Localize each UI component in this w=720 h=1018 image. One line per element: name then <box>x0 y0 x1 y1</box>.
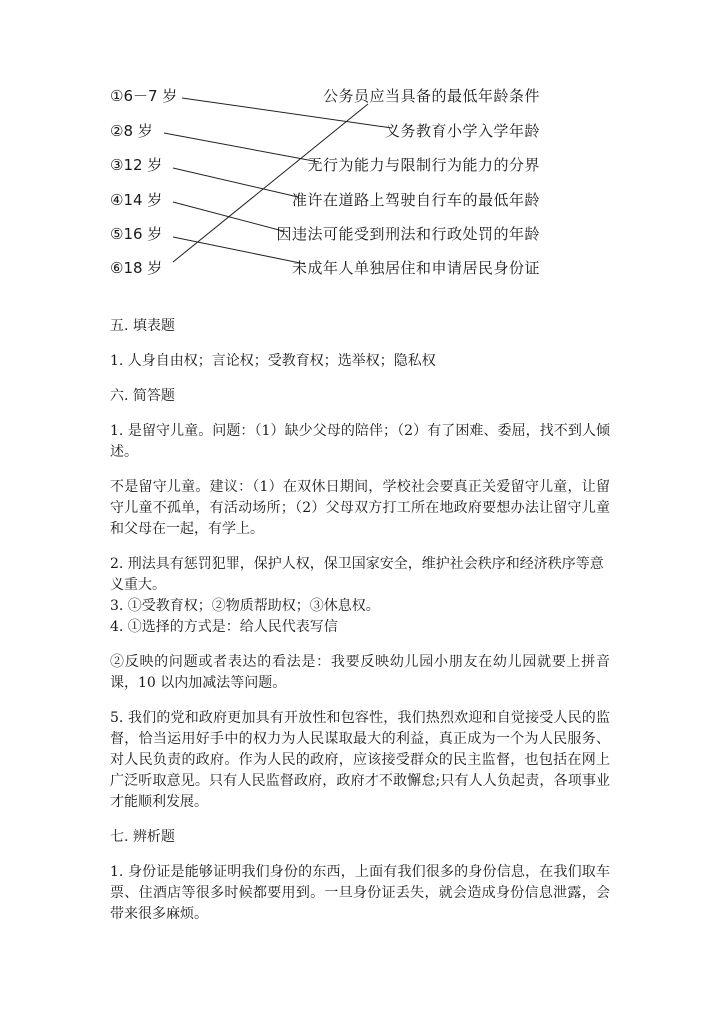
age-option-4: ④14 岁 <box>110 191 163 209</box>
section-6-answer-1b: 不是留守儿童。建议：（1）在双休日期间，学校社会要真正关爱留守儿童，让留守儿童不孤单，有活动场所；（2）父母双方打工所在地政府要想办法让留守儿童和父母在一起，有学上。 <box>110 479 610 537</box>
description-5: 因违法可能受到刑法和行政处罚的年龄 <box>276 225 540 243</box>
description-1: 公务员应当具备的最低年龄条件 <box>322 87 540 105</box>
connector-line <box>164 133 319 162</box>
matching-exercise <box>0 0 720 300</box>
section-6-answer-3: 3. ①受教育权；②物质帮助权；③休息权。 <box>110 598 380 614</box>
connection-lines <box>0 0 720 300</box>
section-6-title: 六. 简答题 <box>110 388 175 404</box>
section-5-answer-1: 1. 人身自由权；言论权；受教育权；选举权；隐私权 <box>110 353 436 369</box>
section-6-answer-2: 2. 刑法具有惩罚犯罪，保护人权，保卫国家安全，维护社会秩序和经济秩序等意义重大。 <box>110 556 604 593</box>
section-7-answer-1: 1. 身份证是能够证明我们身份的东西，上面有我们很多的身份信息，在我们取车票、住酒店等很多时候都要用到。一旦身份证丢失，就会造成身份信息泄露，会带来很多麻烦。 <box>110 864 610 922</box>
section-6-answer-1a: 1. 是留守儿童。问题：（1）缺少父母的陪伴；（2）有了困难、委屈，找不到人倾述。 <box>110 423 610 460</box>
section-6-answer-5: 5. 我们的党和政府更加具有开放性和包容性，我们热烈欢迎和自觉接受人民的监督，恰当运用好手中的权力为人民谋取最大的利益，真正成为一个为人民服务、对人民负责的政府。作为人民的政府，应该接受群众的民主监督，也包括在网上广泛听取意见。只有人民监督政府，政府才不敢懈怠;只有人人负起责，各项事业才能顺利发展。 <box>110 710 610 810</box>
age-option-3: ③12 岁 <box>110 156 163 174</box>
age-option-6: ⑥18 岁 <box>110 259 163 277</box>
section-6-answer-4b: ②反映的问题或者表达的看法是：我要反映幼儿园小朋友在幼儿园就要上拼音课，10 以内加减法等问题。 <box>110 654 610 691</box>
description-2: 义务教育小学入学年龄 <box>384 122 540 140</box>
connector-line <box>173 202 283 231</box>
section-6-answer-4a: 4. ①选择的方式是：给人民代表写信 <box>110 619 338 635</box>
description-4: 准许在道路上驾驶自行车的最低年龄 <box>291 191 540 209</box>
age-option-5: ⑤16 岁 <box>110 225 163 243</box>
description-6: 未成年人单独居住和申请居民身份证 <box>291 259 540 277</box>
age-option-2: ②8 岁 <box>110 122 153 140</box>
answer-content <box>110 316 610 939</box>
section-7-title: 七. 辨析题 <box>110 829 175 845</box>
age-option-1: ①6－7 岁 <box>110 87 178 105</box>
section-5-title: 五. 填表题 <box>110 318 175 334</box>
description-3: 无行为能力与限制行为能力的分界 <box>307 156 540 174</box>
connector-line <box>173 168 298 197</box>
